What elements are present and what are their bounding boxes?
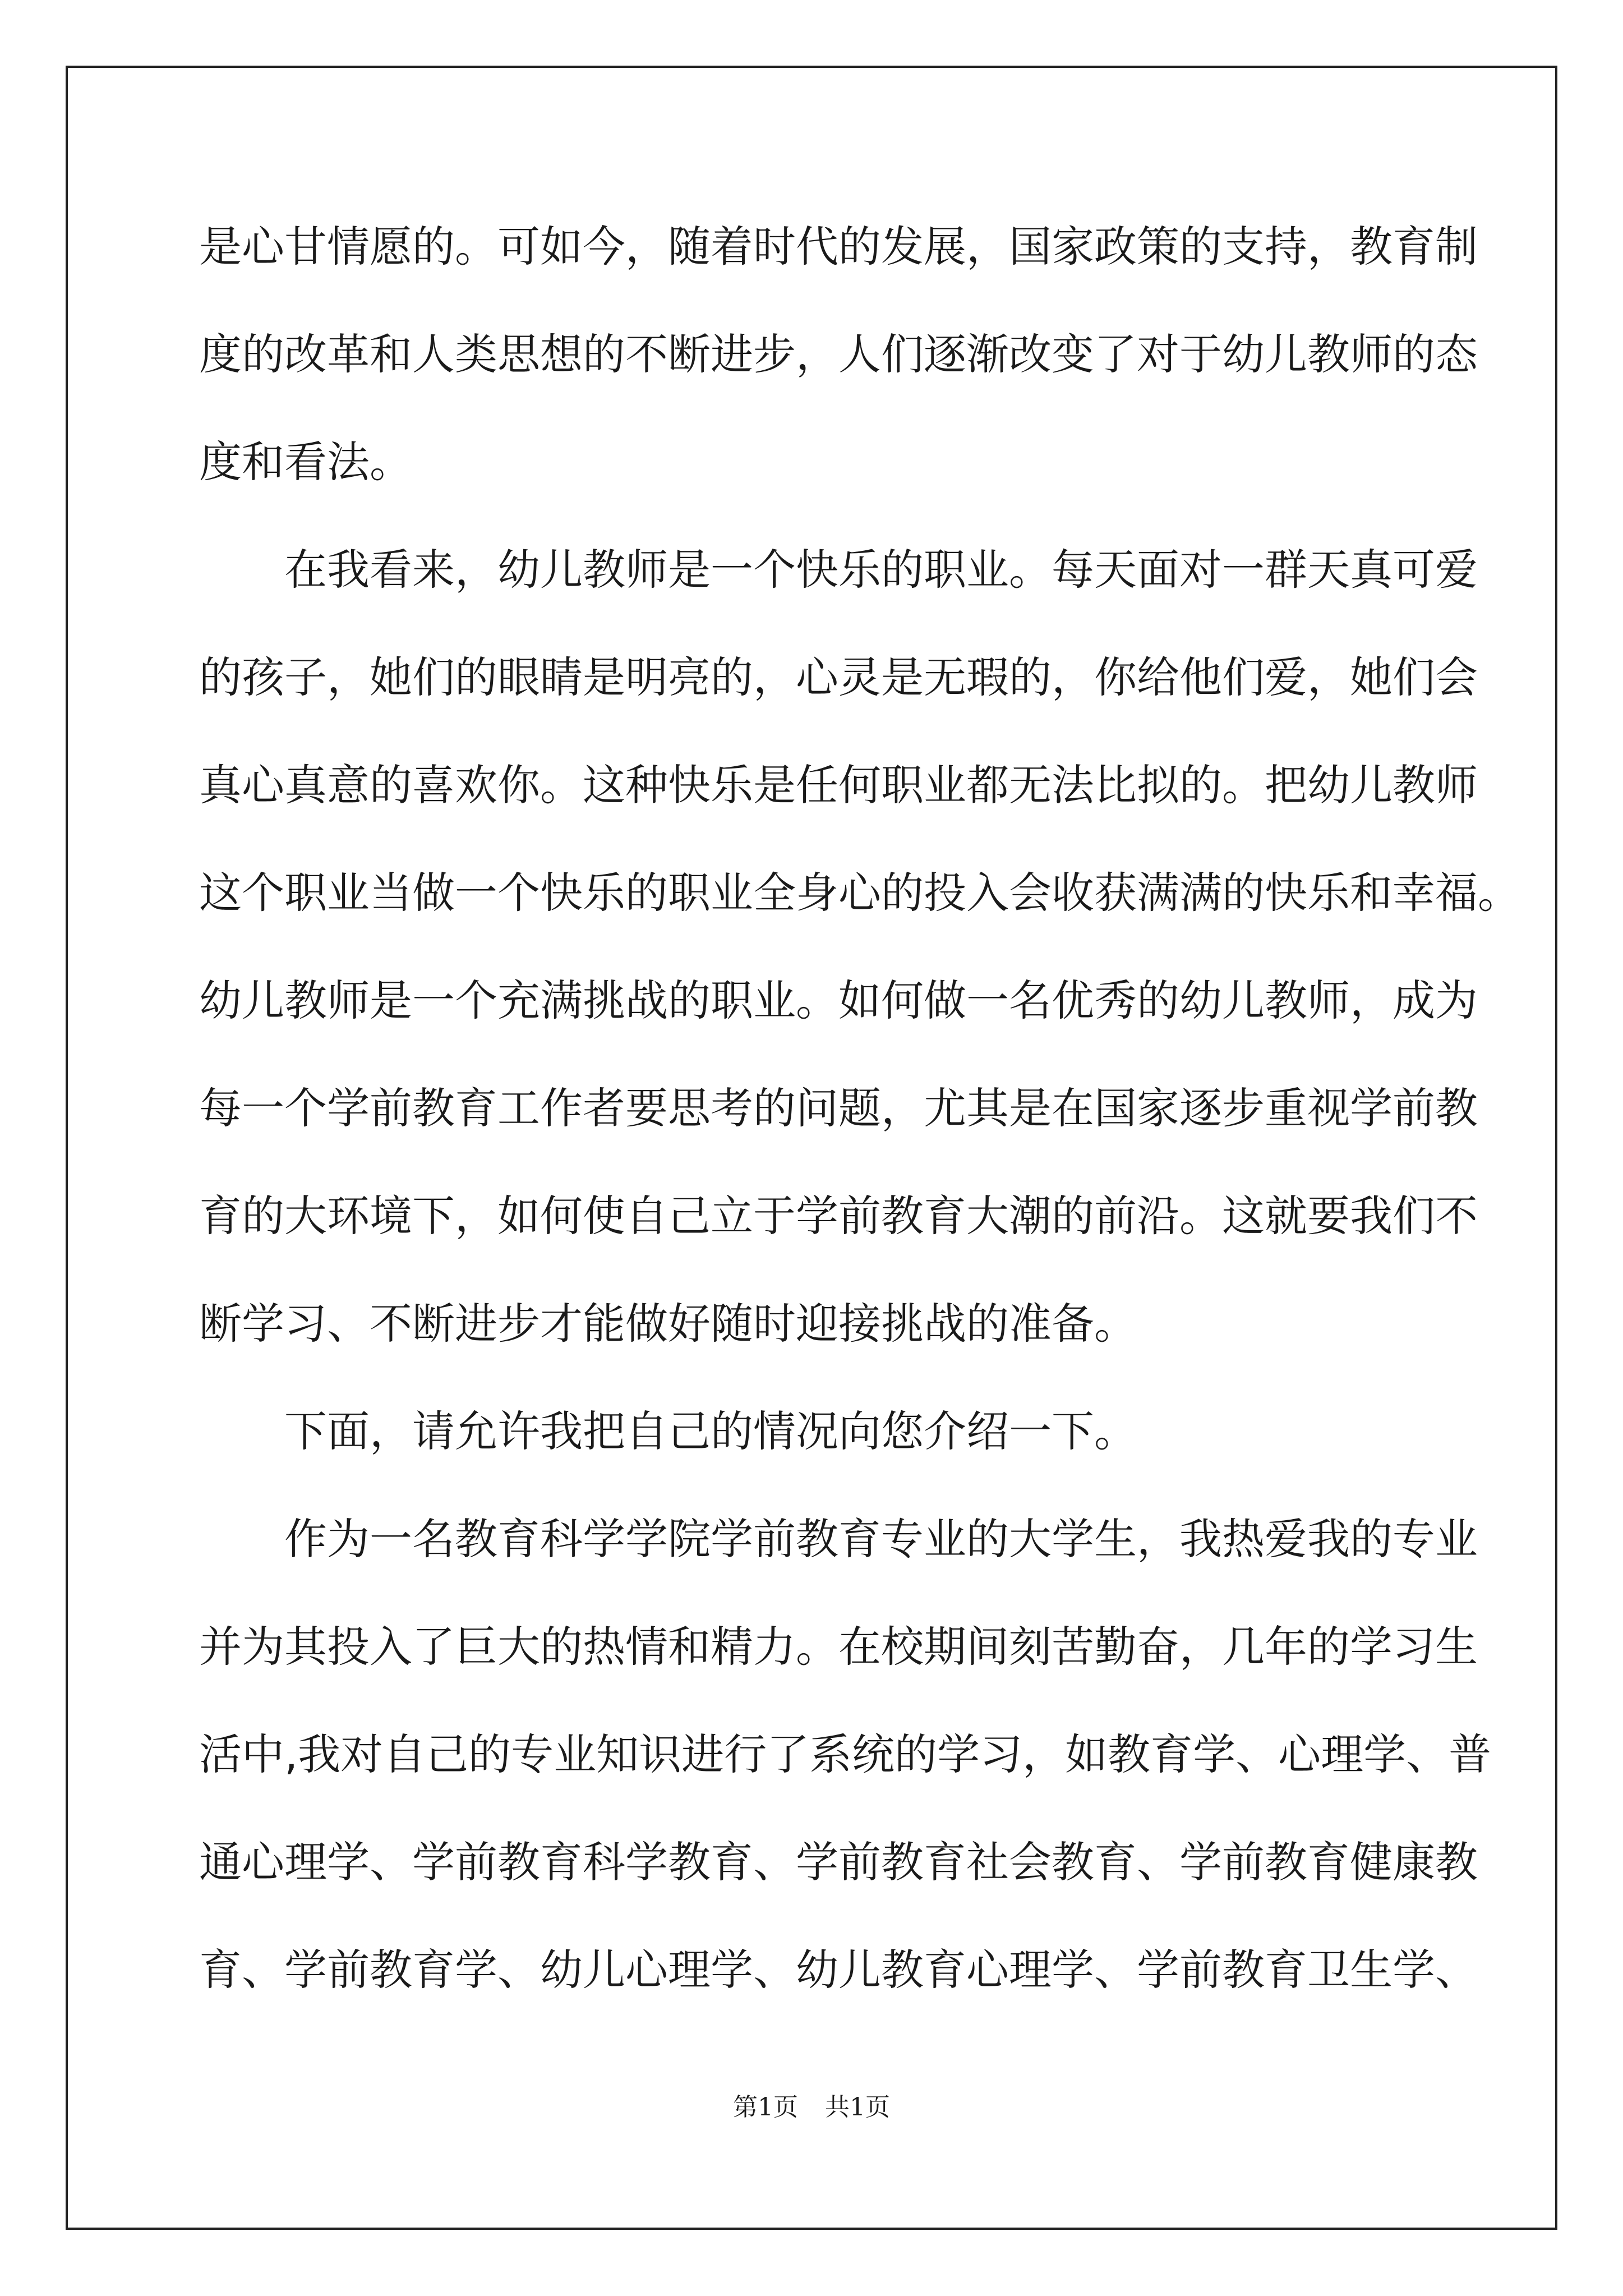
text-line: 并为其投入了巨大的热情和精力。在校期间刻苦勤奋，几年的学习生 xyxy=(199,1622,1478,1672)
text-line: 作为一名教育科学学院学前教育专业的大学生，我热爱我的专业 xyxy=(284,1514,1478,1564)
text-line: 下面，请允许我把自己的情况向您介绍一下。 xyxy=(284,1406,1137,1456)
page-footer xyxy=(0,2087,1623,2123)
text-line: 育的大环境下，如何使自己立于学前教育大潮的前沿。这就要我们不 xyxy=(199,1191,1478,1241)
text-line: 这个职业当做一个快乐的职业全身心的投入会收获满满的快乐和幸福。 xyxy=(199,868,1520,918)
text-line: 是心甘情愿的。可如今，随着时代的发展，国家政策的支持，教育制 xyxy=(199,222,1478,272)
text-line: 真心真意的喜欢你。这种快乐是任何职业都无法比拟的。把幼儿教师 xyxy=(199,760,1478,810)
text-line: 断学习、不断进步才能做好随时迎接挑战的准备。 xyxy=(199,1299,1137,1349)
text-line: 活中,我对自己的专业知识进行了系统的学习，如教育学、心理学、普 xyxy=(199,1729,1492,1779)
text-line: 每一个学前教育工作者要思考的问题，尤其是在国家逐步重视学前教 xyxy=(199,1083,1478,1133)
text-line: 在我看来，幼儿教师是一个快乐的职业。每天面对一群天真可爱 xyxy=(284,545,1478,595)
text-line: 育、学前教育学、幼儿心理学、幼儿教育心理学、学前教育卫生学、 xyxy=(199,1945,1478,1995)
document-body xyxy=(199,216,1520,2047)
text-line: 通心理学、学前教育科学教育、学前教育社会教育、学前教育健康教 xyxy=(199,1837,1478,1887)
text-line: 幼儿教师是一个充满挑战的职业。如何做一名优秀的幼儿教师，成为 xyxy=(199,976,1478,1025)
page-number-current: 第1页 xyxy=(733,2093,798,2122)
page-number-total: 共1页 xyxy=(825,2093,890,2122)
text-line: 的孩子，她们的眼睛是明亮的，心灵是无瑕的，你给他们爱，她们会 xyxy=(199,652,1478,702)
text-line: 度的改革和人类思想的不断进步，人们逐渐改变了对于幼儿教师的态 xyxy=(199,329,1478,379)
text-line: 度和看法。 xyxy=(199,437,412,487)
